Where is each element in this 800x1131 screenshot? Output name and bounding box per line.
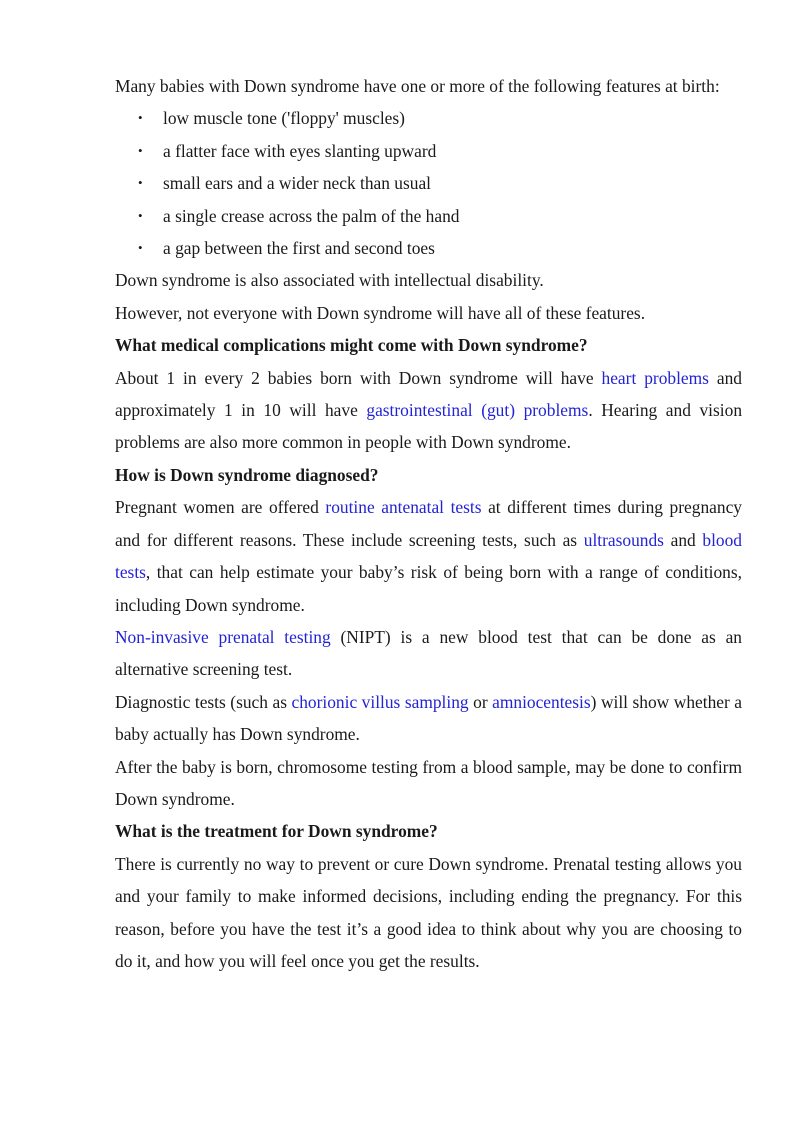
ultrasounds-link[interactable]: ultrasounds [583, 529, 664, 550]
however-paragraph: However, not everyone with Down syndrome will have all of these features. [115, 302, 646, 323]
paragraph-text: ) will show whether a baby actually has Down syndrome. [115, 691, 742, 745]
chromosome-paragraph: After the baby is born, chromosome testing from a blood sample, may be done to confirm Down syndrome. [115, 756, 742, 809]
list-item-text: small ears and a wider neck than usual [163, 173, 432, 194]
nipt-paragraph [115, 621, 742, 686]
list-item-text: low muscle tone ('floppy' muscles) [163, 108, 405, 129]
features-list [115, 102, 742, 264]
list-item [138, 102, 742, 134]
list-item-text: a flatter face with eyes slanting upward [163, 140, 437, 161]
paragraph-text: (NIPT) is a new blood test that can be done as an alternative screening test. [115, 626, 742, 680]
bullet-icon: • [138, 175, 143, 191]
complications-heading: What medical complications might come with Down syndrome? [115, 335, 588, 356]
complications-paragraph [115, 362, 742, 459]
paragraph-text: Pregnant women are offered [115, 497, 326, 518]
antenatal-tests-link[interactable]: routine antenatal tests [325, 497, 482, 518]
bullet-icon: • [138, 110, 143, 126]
list-item [138, 167, 742, 199]
intellectual-paragraph: Down syndrome is also associated with intellectual disability. [115, 270, 544, 291]
list-item-text: a gap between the first and second toes [163, 238, 435, 259]
treatment-paragraph: There is currently no way to prevent or cure Down syndrome. Prenatal testing allows you and your family to make informed decisions, including ending the pregnancy. For this reason, before you have the test it’s a good idea to think about why you are choosing to do it, and how you will feel once you get the results. [115, 853, 742, 971]
paragraph-text: and approximately 1 in 10 will have [115, 367, 742, 421]
document-page [115, 70, 742, 977]
paragraph-text: . Hearing and vision problems are also more common in people with Down syndrome. [115, 400, 743, 453]
paragraph-text: at different times during pregnancy and for different reasons. These include screening tests, such as [115, 497, 742, 550]
antenatal-paragraph [115, 491, 742, 621]
paragraph-text: and [663, 529, 703, 550]
blood-tests-link[interactable]: blood tests [115, 529, 743, 583]
list-item [138, 200, 742, 232]
list-item-text: a single crease across the palm of the hand [163, 205, 460, 226]
bullet-icon: • [138, 207, 143, 223]
diagnostic-tests-paragraph [115, 686, 742, 751]
diagnosis-heading: How is Down syndrome diagnosed? [115, 464, 379, 485]
treatment-heading: What is the treatment for Down syndrome? [115, 821, 438, 842]
paragraph-text: Diagnostic tests (such as [115, 691, 292, 712]
intro-paragraph: Many babies with Down syndrome have one or more of the following features at birth: [115, 76, 720, 96]
cvs-link[interactable]: chorionic villus sampling [291, 691, 469, 712]
bullet-icon: • [138, 240, 143, 256]
paragraph-text: or [468, 691, 493, 712]
paragraph-text: About 1 in every 2 babies born with Down syndrome will have [115, 367, 602, 388]
nipt-link[interactable]: Non-invasive prenatal testing [115, 626, 331, 647]
list-item [138, 135, 742, 167]
paragraph-text: , that can help estimate your baby’s risk of being born with a range of conditions, including Down syndrome. [115, 562, 742, 615]
amniocentesis-link[interactable]: amniocentesis [492, 691, 591, 712]
heart-problems-link[interactable]: heart problems [601, 367, 709, 388]
gut-problems-link[interactable]: gastrointestinal (gut) problems [366, 400, 589, 421]
list-item [138, 232, 742, 264]
bullet-icon: • [138, 142, 143, 158]
